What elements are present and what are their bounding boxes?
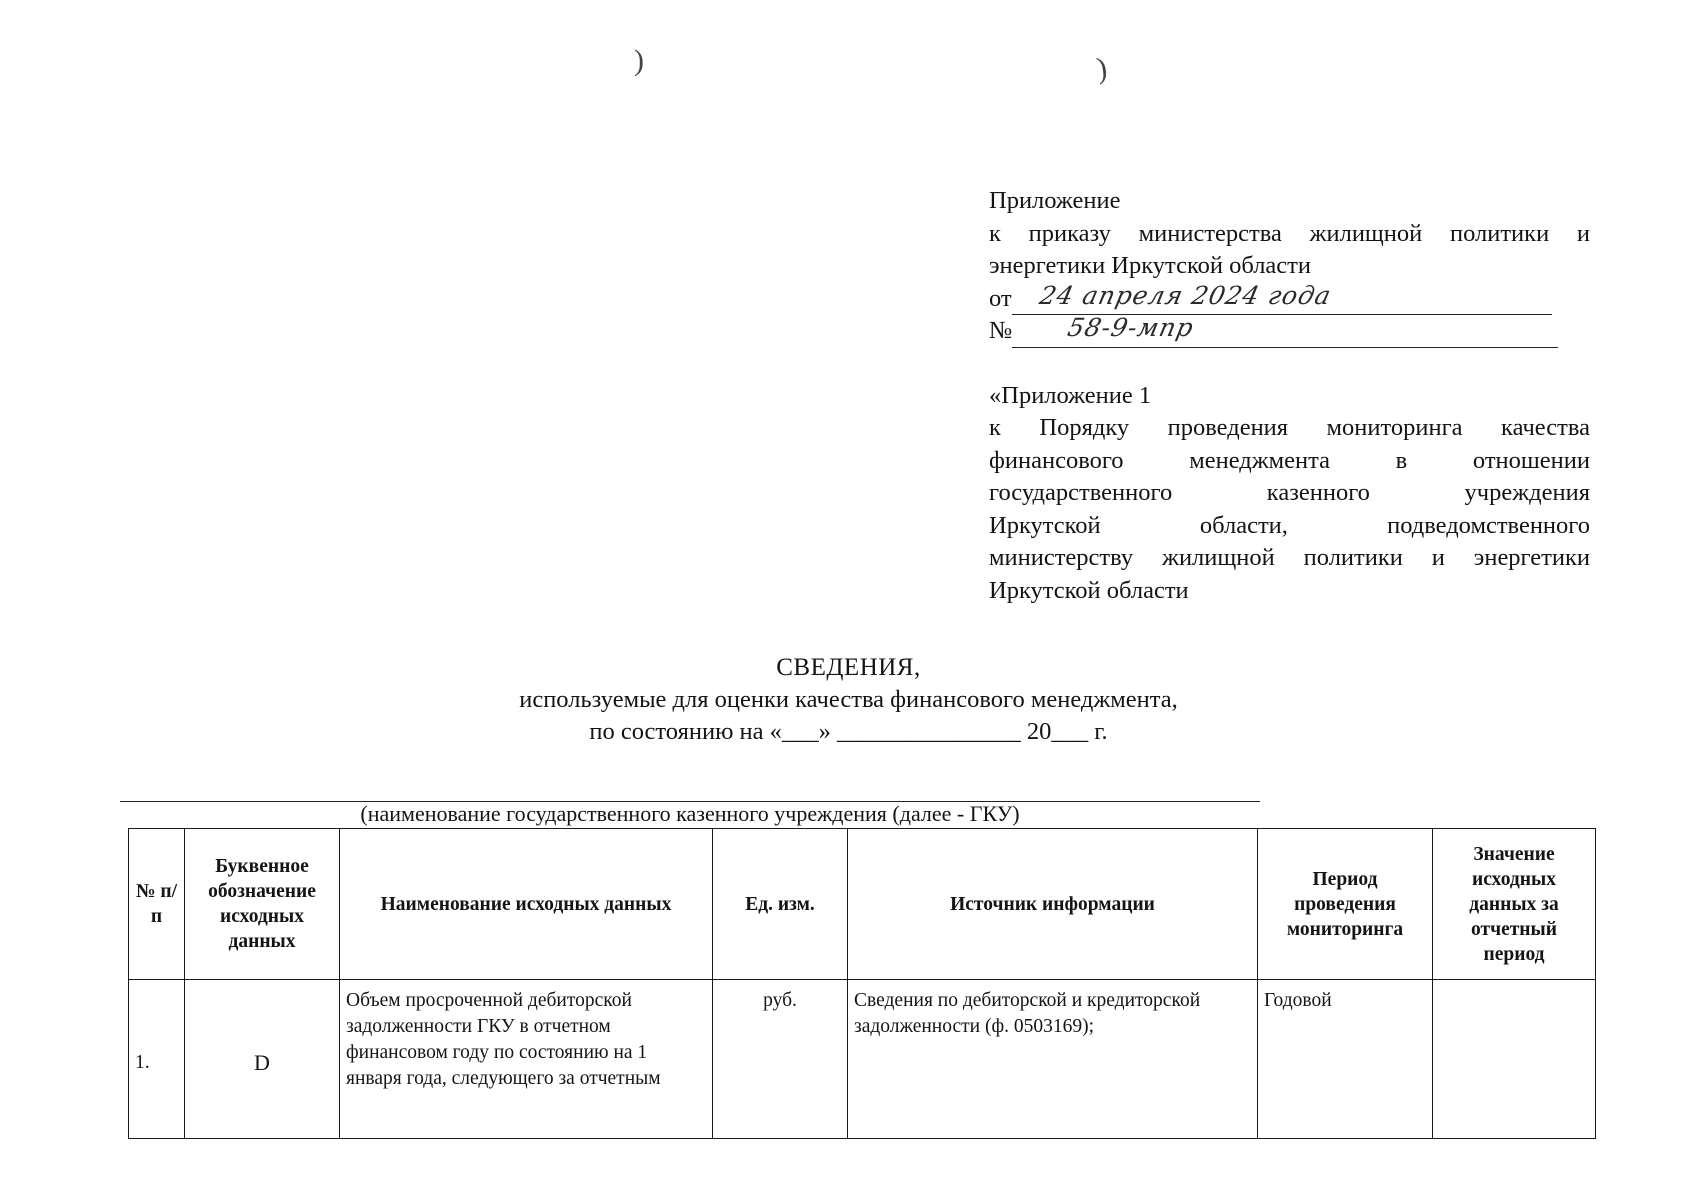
title-date-line: по состоянию на «___» _______________ 20___ г. — [589, 718, 1108, 745]
number-field — [1012, 313, 1558, 348]
appendix-header — [989, 185, 1590, 607]
appendix-line-2: энергетики Иркутской области — [989, 252, 1311, 279]
date-label: от — [989, 284, 1012, 312]
header-period: Период проведения мониторинга — [1258, 829, 1433, 980]
appendix-title: Приложение — [989, 187, 1121, 214]
appendix1-line-2: финансового менеджмента в отношении — [989, 446, 1590, 474]
cell-period: Годовой — [1258, 980, 1433, 1139]
appendix1-line-5: министерству жилищной политики и энергетики — [989, 544, 1590, 571]
scan-mark-right: ) — [1094, 51, 1110, 86]
title-subtitle: используемые для оценки качества финансового менеджмента, — [519, 686, 1178, 713]
appendix1-title: «Приложение 1 — [989, 381, 1152, 409]
cell-name: Объем просроченной дебиторской задолженности ГКУ в отчетном финансовом году по состоянию на 1 января года, следующего за отчетным — [340, 980, 713, 1139]
cell-unit: руб. — [713, 980, 848, 1139]
header-value: Значение исходных данных за отчетный период — [1433, 829, 1596, 980]
cell-num: 1. — [129, 980, 185, 1139]
header-source: Источник информации — [848, 829, 1258, 980]
handwritten-date: 24 апреля 2024 года — [1036, 280, 1334, 310]
date-field — [1012, 280, 1552, 315]
scan-mark-left: ) — [634, 44, 644, 77]
cell-value — [1433, 980, 1596, 1139]
header-name: Наименование исходных данных — [340, 829, 713, 980]
data-table — [128, 828, 1596, 1139]
header-unit: Ед. изм. — [713, 829, 848, 980]
appendix-line-1: к приказу министерства жилищной политики и — [989, 219, 1590, 247]
table-row — [129, 980, 1596, 1139]
header-letter: Буквенное обозначение исходных данных — [185, 829, 340, 980]
table-header-row — [129, 829, 1596, 980]
institution-caption: (наименование государственного казенного учреждения (далее - ГКУ) — [360, 801, 1020, 826]
appendix1-line-6: Иркутской области — [989, 576, 1189, 604]
document-title — [0, 652, 1697, 748]
handwritten-number: 58-9-мпр — [1065, 313, 1198, 342]
number-label: № — [989, 317, 1013, 344]
cell-source: Сведения по дебиторской и кредиторской задолженности (ф. 0503169); — [848, 980, 1258, 1139]
appendix1-line-4: Иркутской области, подведомственного — [989, 511, 1590, 539]
appendix1-line-1: к Порядку проведения мониторинга качества — [989, 414, 1590, 441]
title-heading: СВЕДЕНИЯ, — [776, 654, 921, 681]
cell-letter: D — [185, 980, 340, 1139]
appendix-number-row — [989, 315, 1590, 348]
appendix1-line-3: государственного казенного учреждения — [989, 479, 1590, 506]
appendix-date-row — [989, 280, 1590, 316]
header-num: № п/п — [129, 829, 185, 980]
